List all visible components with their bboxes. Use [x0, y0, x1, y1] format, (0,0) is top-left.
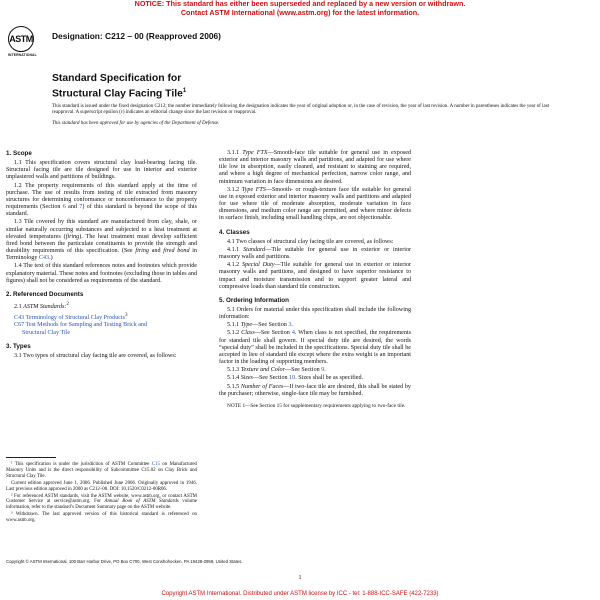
text-span: ). The heat treatment must develop sufficient fired bond between the particulate constituents to provide the strength and durability requirements of this specification. (See [6, 233, 198, 255]
reference-c43 [6, 312, 197, 322]
text-span: 4.1.2 [227, 262, 242, 269]
text-span: 2.1 [14, 304, 24, 310]
text-span: and [148, 248, 164, 255]
title-line-2 [52, 85, 186, 100]
paragraph-5-1: 5.1 Orders for material under this specification shall include the following information: [219, 306, 411, 321]
text-span: —Tile suitable for general use in exterior or interior masonry walls and partitions. [219, 246, 411, 261]
reference-c67-link[interactable] [14, 322, 147, 328]
italic-term: Type FTS [241, 186, 266, 193]
withdrawal-notice [0, 0, 600, 17]
title-line-2-text: Structural Clay Facing Tile [52, 88, 183, 100]
section-7-link[interactable]: 7 [79, 204, 83, 211]
reference-code: C43 [14, 315, 25, 322]
page-title [52, 73, 186, 100]
section-3-link[interactable]: 3 [288, 322, 292, 329]
italic-term: ASTM Standards: [23, 304, 67, 310]
copyright-footer: Copyright © ASTM International, 100 Barr Harbor Drive, PO Box C700, West Conshohocken, PA 19428-2959, United States. [6, 559, 243, 564]
text-span: —See Section [254, 330, 292, 337]
left-column [6, 150, 197, 361]
astm-logo [8, 26, 36, 57]
italic-term: Type FTX [242, 150, 268, 156]
reference-c67-cont [6, 330, 197, 337]
text-span: —Smooth-face tile suitable for general use in exposed exterior and interior masonry walls and partitions, and adapted for use where tile low in absorption, easily cleaned, and resistant to staining are required, and where a high degree of mechanical perfection, narrow color range, and minimum variation in face dimensions are desired. [219, 150, 412, 185]
preamble-dod-text: This standard has been approved for use by agencies of the Department of Defense. [52, 120, 220, 126]
paragraph-4-1: 4.1 Two classes of structural clay facing tile are covered, as follows: [227, 238, 394, 245]
italic-term: firing [135, 248, 149, 255]
paragraph-5-1-3 [219, 367, 411, 374]
italic-term: Sizes [240, 375, 253, 382]
footnote-divider [6, 457, 56, 458]
title-line-1: Standard Specification for [52, 73, 182, 84]
text-span: on Manufactured Masonry Units and is the direct responsibility of Subcommittee C15.02 on Clay Brick and Structural Clay Tile. [6, 462, 198, 479]
paragraph-2-1 [6, 301, 197, 311]
reference-title: Terminology of Structural Clay Products [24, 315, 126, 322]
paragraph-1-2 [6, 183, 197, 219]
text-span: 1.3 Tile covered by this standard are manufactured from clay, shale, or similar naturally occurring substances and subjected to a heat treatment at elevated temperatures ( [6, 219, 197, 240]
astm-logo-mark: ASTM [8, 26, 34, 52]
reference-c67 [6, 322, 197, 329]
section-4-link[interactable]: 4 [291, 330, 295, 337]
text-span: . When class is not specified, the requirements for standard tile shall govern. If special duty tile are desired, the words “special duty” shall be included in the specifications. Special duty tile shall be accepted in lieu of standard tile except where the extra weight is an important factor in the loading of supporting members. [219, 330, 411, 366]
preamble-dod-note [52, 121, 550, 127]
section-6-link[interactable]: 6 [62, 204, 66, 211]
text-span: —If two-face tile are desired, this shall be stated by the purchaser; otherwise, single-face tile may be furnished. [219, 383, 411, 397]
text-span: —See Section [252, 375, 290, 382]
footnote-2 [6, 494, 197, 512]
footnote-marker: 3 [125, 312, 128, 319]
italic-term: fired bond [163, 248, 190, 255]
text-span: 5.1.3 [227, 367, 241, 374]
page-number: 1 [298, 575, 302, 581]
reference-title: Test Methods for Sampling and Testing Brick and [24, 322, 147, 329]
text-span: —Tile suitable for general use in exterior or interior masonry walls and partitions, and designed to have superior resistance to impact and moisture transmission and to support greater lateral and compressive loads than standard tile construction. [219, 262, 411, 290]
reference-c67-link-cont[interactable]: Structural Clay Tile [22, 329, 71, 336]
paragraph-4-1-2 [219, 262, 411, 291]
italic-term: firing [65, 233, 80, 240]
footnote-1 [6, 462, 197, 480]
paragraph-5-1-2 [219, 330, 411, 366]
italic-term: Annual Book of ASTM Standards [104, 499, 179, 505]
text-span: 5.1.2 [227, 330, 242, 337]
license-footer: Copyright ASTM International. Distributed under ASTM license by ICC - tel: 1-888-ICC-SAFE (422-7233) [161, 591, 439, 597]
preamble [52, 104, 550, 131]
text-span: 3.1.2 [227, 186, 242, 193]
section-10-link[interactable]: 10 [289, 375, 296, 382]
designation: Designation: C212 – 00 (Reapproved 2006) [52, 31, 221, 41]
footnote-1-edition: Current edition approved June 1, 2006. Published June 2006. Originally approved in 1946. Last previous edition approved in 2000 as C212–00. DOI: 10.1520/C0212-00R06. [6, 480, 197, 492]
text-span: . [324, 367, 326, 374]
reference-code: C67 [14, 322, 25, 329]
section-heading-classes: 4. Classes [219, 228, 250, 236]
text-span: 5.1.4 [227, 375, 241, 382]
text-span: volume information, refer to the standard’s Document Summary page on the ASTM website. [6, 499, 197, 511]
paragraph-5-1-4 [219, 375, 411, 382]
text-span: .) [49, 255, 53, 262]
astm-logo-text: INTERNATIONAL [8, 53, 37, 57]
text-span: . [291, 322, 293, 329]
section-heading-types: 3. Types [6, 342, 31, 350]
paragraph-1-1: 1.1 This specification covers structural clay load-bearing facing tile. Structural facing tile are tile designed for use in interior and exterior unplastered walls and partitions of buildings. [6, 160, 197, 181]
section-heading-referenced-documents: 2. Referenced Documents [6, 290, 84, 298]
notice-line-2: Contact ASTM International (www.astm.org) for the latest information. [180, 7, 420, 17]
text-span: —See Section [284, 367, 322, 374]
italic-term: Class [241, 330, 255, 337]
paragraph-1-4: 1.4 The text of this standard references notes and footnotes which provide explanatory material. These notes and footnotes (excluding those in tables and figures) shall not be considered as requirements of the standard. [6, 263, 197, 284]
section-heading-ordering-information: 5. Ordering Information [219, 296, 289, 304]
text-span: ² For referenced ASTM standards, visit the ASTM website, www.astm.org, or contact ASTM Customer Service at service@astm.org. For [6, 493, 197, 505]
text-span: —Smooth- or rough-texture face tile suitable for general use in exposed exterior and interior masonry walls and partitions and adapted for use where tile of moderate absorption, moderate variation in face dimensions, and medium color range are permitted, and where minor defects in surface finish, including small handling chips, are not objectionable. [219, 186, 411, 222]
footnote-3: ³ Withdrawn. The last approved version of this historical standard is referenced on www.astm.org. [6, 512, 197, 524]
italic-term: Standard [243, 246, 266, 253]
text-span: 1.2 The property requirements of this standard apply at the time of purchase. The use of results from testing of tile extracted from masonry structures for determining conformance or nonconformance to the property requirements (Section [6, 182, 197, 211]
c43-link[interactable]: C43 [38, 255, 50, 262]
text-span: 4.1.1 [227, 246, 244, 253]
committee-c15-link[interactable]: C15 [151, 462, 160, 467]
paragraph-5-1-1 [219, 322, 411, 329]
text-span: and [65, 204, 80, 211]
text-span: 5.1.5 [227, 383, 241, 390]
italic-term: Type [240, 322, 253, 329]
text-span: ) of this standard is beyond the scope of this standard. [6, 204, 198, 218]
paragraph-3-1-1 [219, 150, 411, 186]
italic-term: Texture and Color [240, 367, 285, 374]
paragraph-5-1-5 [219, 384, 411, 398]
text-span: ¹ This specification is under the jurisdiction of ASTM Committee [11, 462, 152, 467]
notice-line-1: NOTICE: This standard has either been superseded and replaced by a new version or withdrawn. [134, 0, 466, 8]
note-1: NOTE 1—See Section 15 for supplementary requirements applying to two-face tile. [227, 402, 406, 409]
paragraph-1-3 [6, 219, 197, 262]
preamble-designation-note: This standard is issued under the fixed designation C212; the number immediately following the designation indicates the year of original adoption or, in the case of revision, the year of last revision. A number in parentheses indicates the year of last reapproval. A superscript epsilon (ε) indicates an editorial change since the last revision or reapproval. [52, 104, 550, 116]
reference-c43-link[interactable] [14, 315, 125, 321]
footnote-marker: 2 [66, 300, 69, 307]
paragraph-3-1: 3.1 Two types of structural clay facing tile are covered, as follows: [14, 352, 177, 359]
footnotes [6, 457, 197, 525]
italic-term: Special Duty [241, 262, 275, 269]
text-span: —See Section [252, 322, 289, 329]
text-span: in Terminology [6, 248, 197, 262]
text-span: . Sizes shall be as specified. [295, 375, 364, 382]
paragraph-4-1-1 [219, 247, 411, 261]
section-heading-scope: 1. Scope [6, 150, 32, 157]
section-9-link[interactable]: 9 [321, 367, 325, 374]
text-span: 5.1.1 [227, 322, 241, 329]
paragraph-3-1-2 [219, 187, 411, 223]
right-column [219, 150, 411, 410]
text-span: 3.1.1 [227, 150, 243, 156]
italic-term: Number of Faces [240, 383, 284, 390]
title-footnote-marker: 1 [182, 88, 187, 94]
